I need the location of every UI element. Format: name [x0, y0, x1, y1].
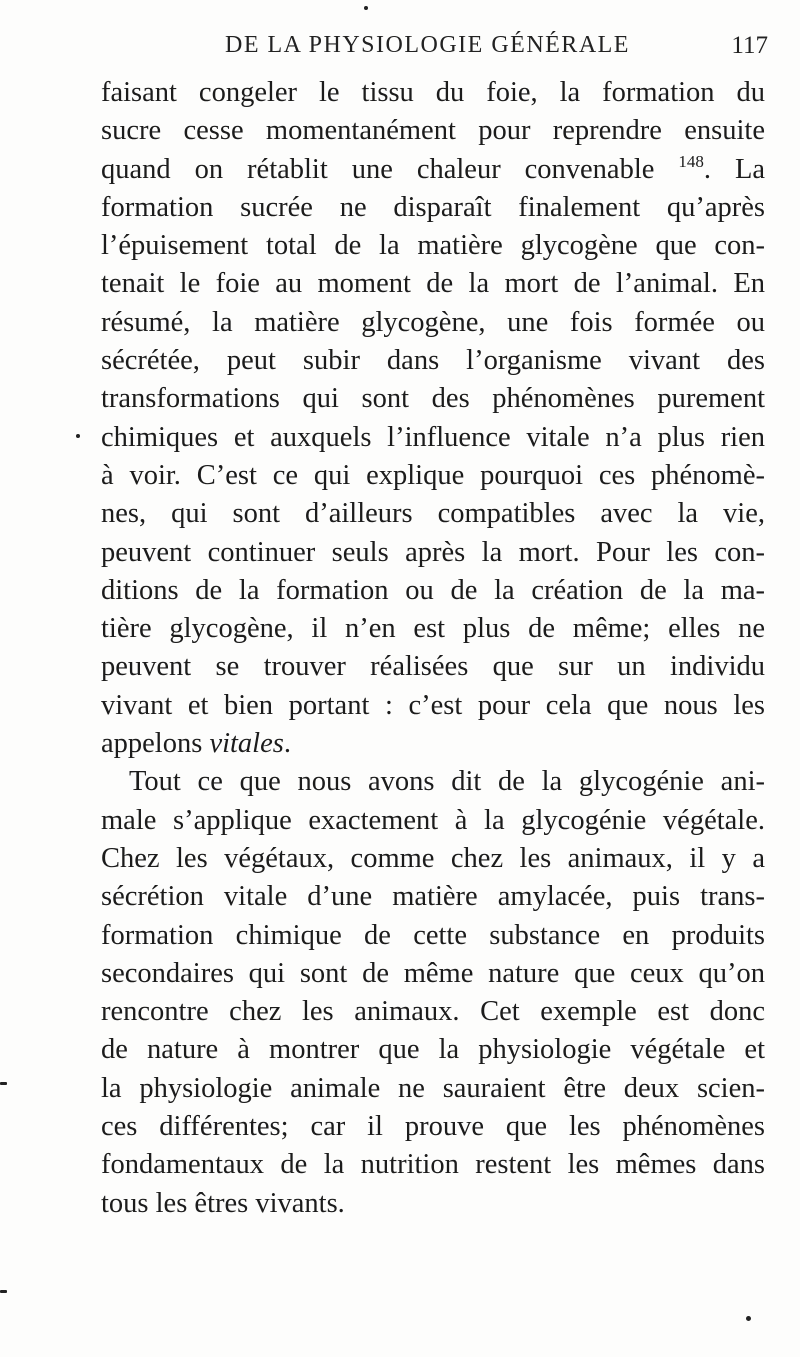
text-line: male s’applique exactement à la glycogénie végétale. — [101, 804, 765, 836]
text-line — [101, 151, 765, 189]
text-line: chimiques et auxquels l’influence vitale n’a plus rien — [101, 421, 765, 453]
text-line: tenait le foie au moment de la mort de l’animal. En — [101, 268, 765, 300]
text-line: vivant et bien portant : c’est pour cela que nous les — [101, 689, 765, 721]
italic-word: vitales — [209, 728, 284, 760]
text-segment: . La — [703, 153, 765, 185]
text-line — [101, 725, 765, 763]
text-line: l’épuisement total de la matière glycogène que con- — [101, 230, 765, 262]
text-line: sécrétée, peut subir dans l’organisme vivant des — [101, 345, 765, 377]
text-line: rencontre chez les animaux. Cet exemple est donc — [101, 996, 765, 1028]
body-text — [101, 74, 765, 1223]
footnote-reference: 148 — [678, 151, 704, 171]
text-line: à voir. C’est ce qui explique pourquoi ces phénomè- — [101, 459, 765, 491]
text-segment: quand on rétablit une chaleur convenable — [101, 153, 655, 185]
ink-speck — [746, 1316, 751, 1321]
text-line: sécrétion vitale d’une matière amylacée, puis trans- — [101, 881, 765, 913]
text-line: formation sucrée ne disparaît finalement qu’après — [101, 191, 765, 223]
text-line: de nature à montrer que la physiologie végétale et — [101, 1034, 765, 1066]
ink-speck — [364, 6, 368, 10]
text-line: peuvent se trouver réalisées que sur un individu — [101, 651, 765, 683]
text-segment: . — [283, 728, 291, 760]
paragraph-1 — [101, 74, 765, 763]
running-head-title: DE LA PHYSIOLOGIE GÉNÉRALE — [225, 32, 630, 58]
ink-speck — [0, 1082, 7, 1085]
text-line: la physiologie animale ne sauraient être deux scien- — [101, 1072, 765, 1104]
text-segment: appelons — [101, 728, 203, 760]
text-line: faisant congeler le tissu du foie, la formation du — [101, 77, 765, 108]
text-line: peuvent continuer seuls après la mort. Pour les con- — [101, 536, 765, 568]
text-line: secondaires qui sont de même nature que ceux qu’on — [101, 957, 765, 989]
ink-speck — [76, 434, 80, 438]
text-line: ces différentes; car il prouve que les phénomènes — [101, 1111, 765, 1143]
text-line: Chez les végétaux, comme chez les animaux, il y a — [101, 842, 765, 874]
text-line: tière glycogène, il n’en est plus de même; elles ne — [101, 613, 765, 645]
ink-speck — [0, 1290, 7, 1293]
text-line: tous les êtres vivants. — [101, 1187, 345, 1219]
text-line: sucre cesse momentanément pour reprendre ensuite — [101, 115, 765, 147]
text-line: résumé, la matière glycogène, une fois formée ou — [101, 306, 765, 338]
paragraph-2 — [101, 763, 765, 1223]
text-line: transformations qui sont des phénomènes purement — [101, 383, 765, 415]
page-number: 117 — [731, 32, 768, 59]
text-line: formation chimique de cette substance en produits — [101, 919, 765, 951]
text-line: nes, qui sont d’ailleurs compatibles avec la vie, — [101, 498, 765, 530]
running-head — [100, 32, 768, 66]
text-line: fondamentaux de la nutrition restent les mêmes dans — [101, 1149, 765, 1181]
text-line: Tout ce que nous avons dit de la glycogénie ani- — [129, 766, 765, 798]
text-line: ditions de la formation ou de la création de la ma- — [101, 574, 765, 606]
